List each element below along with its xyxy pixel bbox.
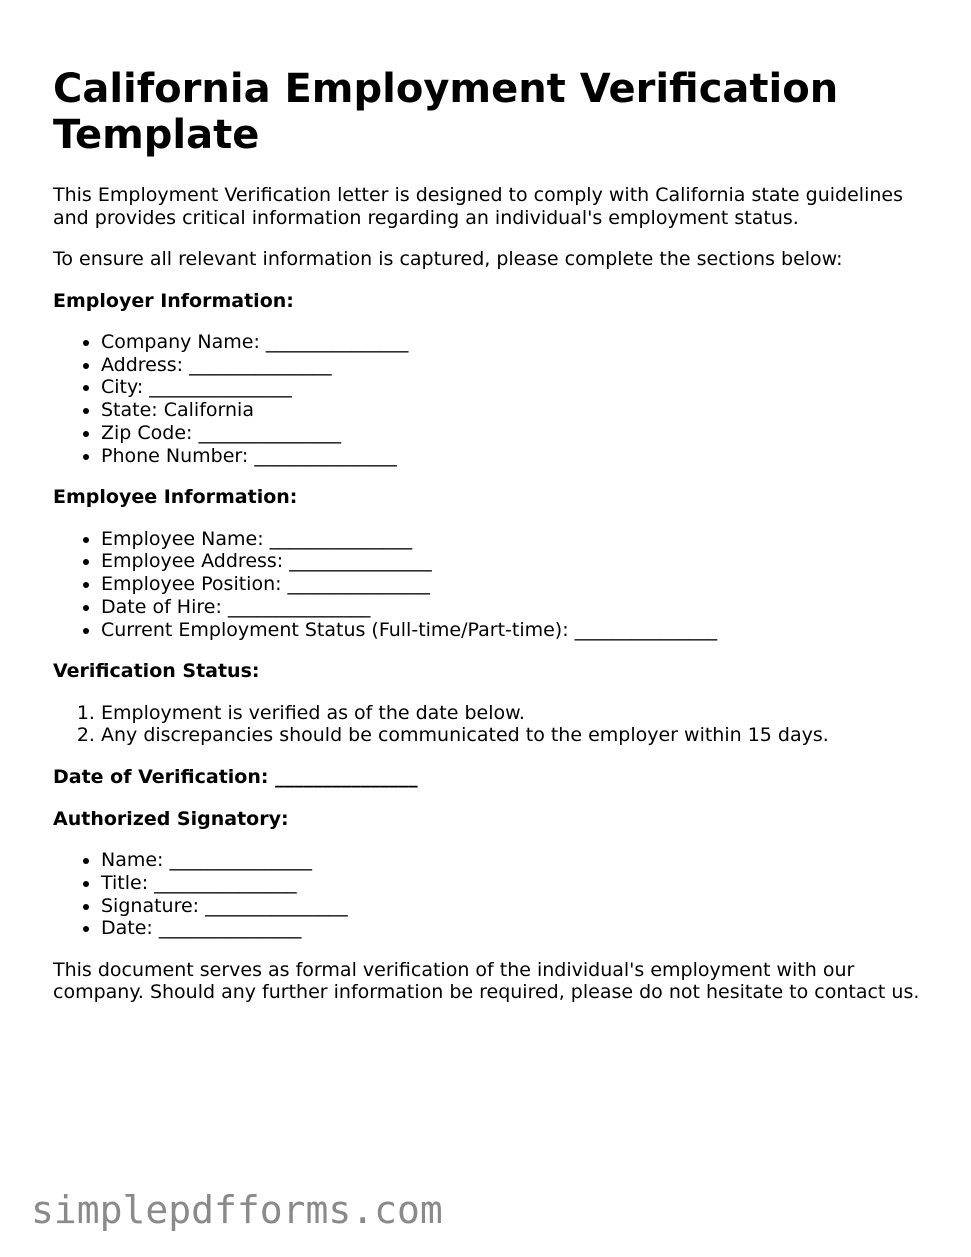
list-item: • Date of Hire: _______________ <box>101 596 923 619</box>
list-item: • Employee Name: _______________ <box>101 528 923 551</box>
employee-heading: Employee Information: <box>53 486 298 509</box>
signatory-list <box>53 849 923 940</box>
list-item: • Employee Position: _______________ <box>101 573 923 596</box>
list-item: • Employee Address: _______________ <box>101 550 923 573</box>
list-item: • Current Employment Status (Full-time/Part-time): _______________ <box>101 619 923 642</box>
list-item: • Signature: _______________ <box>101 895 923 918</box>
closing-paragraph: This document serves as formal verification of the individual's employment with our company. Should any further information be required, please do not hesitate to contact us. <box>53 958 920 1004</box>
employee-list <box>53 528 923 642</box>
list-item: • City: _______________ <box>101 376 923 399</box>
list-item: • Address: _______________ <box>101 354 923 377</box>
list-item: • Zip Code: _______________ <box>101 422 923 445</box>
list-item: 2. Any discrepancies should be communicated to the employer within 15 days. <box>101 724 923 747</box>
list-item: • Date: _______________ <box>101 917 923 940</box>
list-item: • Title: _______________ <box>101 872 923 895</box>
signatory-heading: Authorized Signatory: <box>53 807 289 830</box>
employer-heading: Employer Information: <box>53 289 294 312</box>
list-item: • State: California <box>101 399 923 422</box>
list-item: • Name: _______________ <box>101 849 923 872</box>
date-of-verification: Date of Verification: _______________ <box>53 766 418 789</box>
list-item: 1. Employment is verified as of the date below. <box>101 702 923 725</box>
document-page <box>53 66 923 1023</box>
employer-list <box>53 331 923 467</box>
list-item: • Phone Number: _______________ <box>101 445 923 468</box>
watermark: simplepdfforms.com <box>31 1188 443 1232</box>
verification-heading: Verification Status: <box>53 660 260 683</box>
intro-paragraph: This Employment Verification letter is designed to comply with California state guidelines and provides critical information regarding an individual's employment status. <box>53 184 903 229</box>
verification-list <box>53 702 923 747</box>
page-title: California Employment Verification Template <box>53 66 839 158</box>
instruction-paragraph: To ensure all relevant information is captured, please complete the sections below: <box>53 248 843 270</box>
list-item: • Company Name: _______________ <box>101 331 923 354</box>
